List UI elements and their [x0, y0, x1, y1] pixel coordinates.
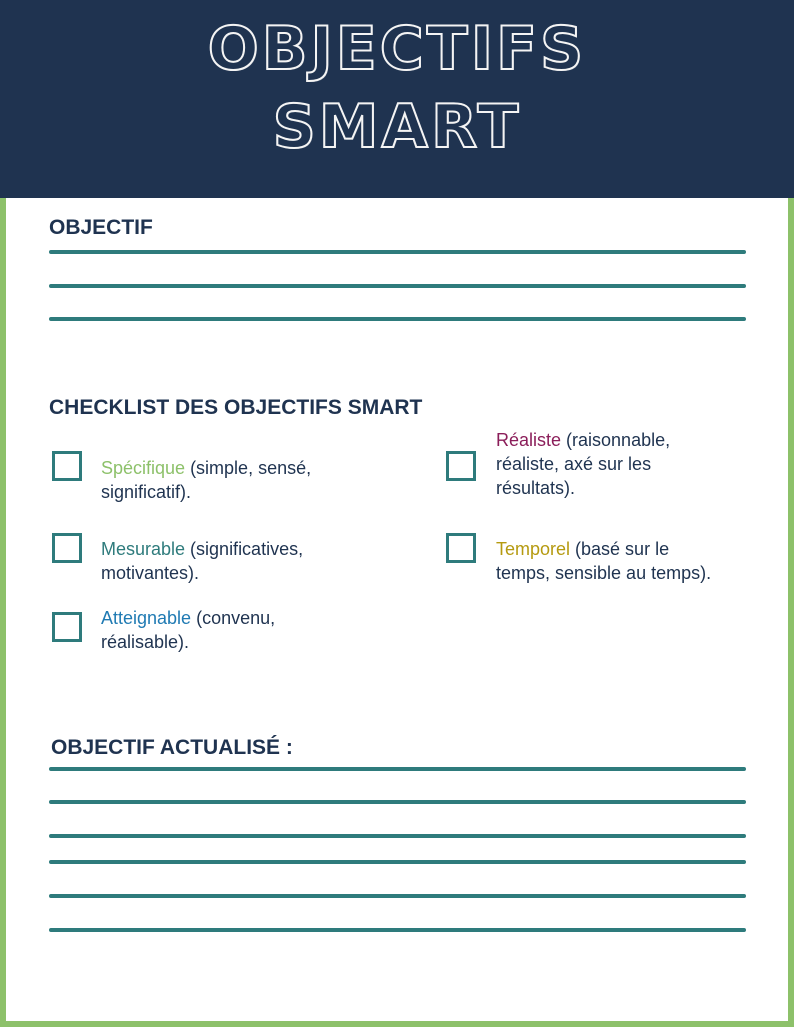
updated-objective-heading: OBJECTIF ACTUALISÉ : — [51, 736, 293, 759]
checklist-item-temporel — [496, 537, 716, 585]
objective-line-2[interactable] — [49, 284, 746, 288]
keyword-specifique: Spécifique — [101, 458, 186, 478]
header-banner — [0, 0, 794, 198]
checkbox-atteignable[interactable] — [52, 612, 82, 642]
keyword-mesurable: Mesurable — [101, 539, 186, 559]
description-realiste: (raisonnable, réaliste, axé sur les résultats). — [496, 430, 671, 498]
objective-line-1[interactable] — [49, 250, 746, 254]
description-specifique: (simple, sensé, significatif). — [101, 458, 312, 502]
keyword-temporel: Temporel — [496, 539, 571, 559]
updated-line-6[interactable] — [49, 928, 746, 932]
checklist-item-specifique — [101, 456, 341, 504]
checklist-heading: CHECKLIST DES OBJECTIFS SMART — [49, 396, 423, 419]
checklist-item-realiste — [496, 428, 726, 500]
checkbox-realiste[interactable] — [446, 451, 476, 481]
objective-heading: OBJECTIF — [49, 216, 153, 239]
updated-line-5[interactable] — [49, 894, 746, 898]
checklist-item-atteignable — [101, 606, 341, 654]
title-line-1: OBJECTIFS — [207, 14, 587, 84]
objective-line-3[interactable] — [49, 317, 746, 321]
updated-line-3[interactable] — [49, 834, 746, 838]
description-atteignable: (convenu, réalisable). — [101, 608, 276, 652]
keyword-atteignable: Atteignable — [101, 608, 192, 628]
title-line-2: SMART — [272, 92, 522, 162]
checkbox-mesurable[interactable] — [52, 533, 82, 563]
checklist-item-mesurable — [101, 537, 341, 585]
checkbox-specifique[interactable] — [52, 451, 82, 481]
updated-line-1[interactable] — [49, 767, 746, 771]
keyword-realiste: Réaliste — [496, 430, 562, 450]
updated-line-4[interactable] — [49, 860, 746, 864]
description-mesurable: (significatives, motivantes). — [101, 539, 304, 583]
description-temporel: (basé sur le temps, sensible au temps). — [496, 539, 712, 583]
updated-line-2[interactable] — [49, 800, 746, 804]
checkbox-temporel[interactable] — [446, 533, 476, 563]
